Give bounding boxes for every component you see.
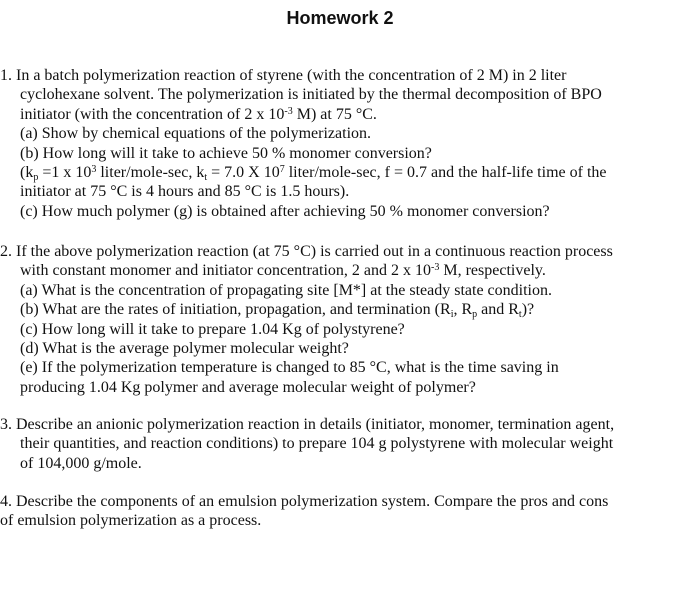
q1-part-b: (b) How long will it take to achieve 50 % monomer conversion? (20, 144, 432, 162)
q2-part-b (0, 300, 696, 319)
q1-line-2: cyclohexane solvent. The polymerization is initiated by the thermal decomposition of BPO (20, 86, 602, 104)
q2-line-2-text: with constant monomer and initiator concentration, 2 and 2 x 10 (20, 262, 432, 280)
ri-subscript: i (450, 309, 454, 321)
q3-line-1: 3. Describe an anionic polymerization reaction in details (initiator, monomer, termination agent, (0, 416, 615, 433)
q4-line-1: 4. Describe the components of an emulsion polymerization system. Compare the pros and cons (0, 493, 609, 510)
q2-part-b-close: )? (521, 301, 535, 319)
q1-part-c: (c) How much polymer (g) is obtained after achieving 50 % monomer conversion? (20, 202, 550, 220)
q1-line-3-exponent: -3 (284, 105, 293, 117)
q1-constants-open: (k (20, 163, 34, 181)
q2-part-e: (e) If the polymerization temperature is changed to 85 °C, what is the time saving in (20, 359, 559, 377)
question-4 (0, 492, 696, 531)
q1-constants-kt-value: = 7.0 X 10 (207, 163, 280, 181)
q2-line-2-tail: M, respectively. (439, 262, 546, 280)
page-title: Homework 2 (286, 8, 394, 28)
q4-line-2: of emulsion polymerization as a process. (0, 512, 262, 530)
q2-part-b-sep-1: , R (453, 301, 473, 319)
question-3 (0, 415, 696, 473)
q1-line-3-text: initiator (with the concentration of 2 x 10 (20, 105, 285, 123)
kp-subscript: p (33, 171, 39, 183)
q2-part-b-sep-2: and R (477, 301, 519, 319)
q2-part-b-text: (b) What are the rates of initiation, propagation, and termination (R (20, 301, 451, 319)
q2-line-2-exponent: -3 (431, 262, 440, 274)
q3-line-3: of 104,000 g/mole. (20, 454, 142, 472)
q3-line-2: their quantities, and reaction conditions) to prepare 104 g polystyrene with molecular weight (20, 435, 614, 453)
rt-subscript: t (518, 309, 522, 321)
q2-part-e-line-2: producing 1.04 Kg polymer and average molecular weight of polymer? (20, 378, 476, 396)
q1-line-1: 1. In a batch polymerization reaction of styrene (with the concentration of 2 M) in 2 liter (0, 67, 567, 84)
q1-line-3 (0, 105, 696, 124)
q2-line-1: 2. If the above polymerization reaction (at 75 °C) is carried out in a continuous reaction process (0, 243, 613, 260)
q2-part-a: (a) What is the concentration of propagating site [M*] at the steady state condition. (20, 281, 552, 299)
q1-constants-tail: liter/mole-sec, f = 0.7 and the half-life time of the (284, 163, 607, 181)
question-1 (0, 66, 696, 221)
kt-exponent: 7 (279, 163, 285, 175)
q1-part-a: (a) Show by chemical equations of the polymerization. (20, 125, 372, 143)
q1-constants-line (0, 163, 696, 182)
question-2 (0, 242, 696, 397)
q1-line-3-tail: M) at 75 °C. (292, 105, 377, 123)
kt-subscript: t (204, 171, 208, 183)
q1-constants-kp-value: =1 x 10 (38, 163, 92, 181)
q2-line-2 (0, 261, 696, 280)
q1-constants-kt-label: liter/mole-sec, k (96, 163, 205, 181)
kp-exponent: 3 (91, 163, 97, 175)
q1-constants-line-2: initiator at 75 °C is 4 hours and 85 °C is 1.5 hours). (20, 183, 350, 201)
rp-subscript: p (472, 309, 478, 321)
q2-part-d: (d) What is the average polymer molecular weight? (20, 339, 349, 357)
q2-part-c: (c) How long will it take to prepare 1.04 Kg of polystyrene? (20, 320, 405, 338)
